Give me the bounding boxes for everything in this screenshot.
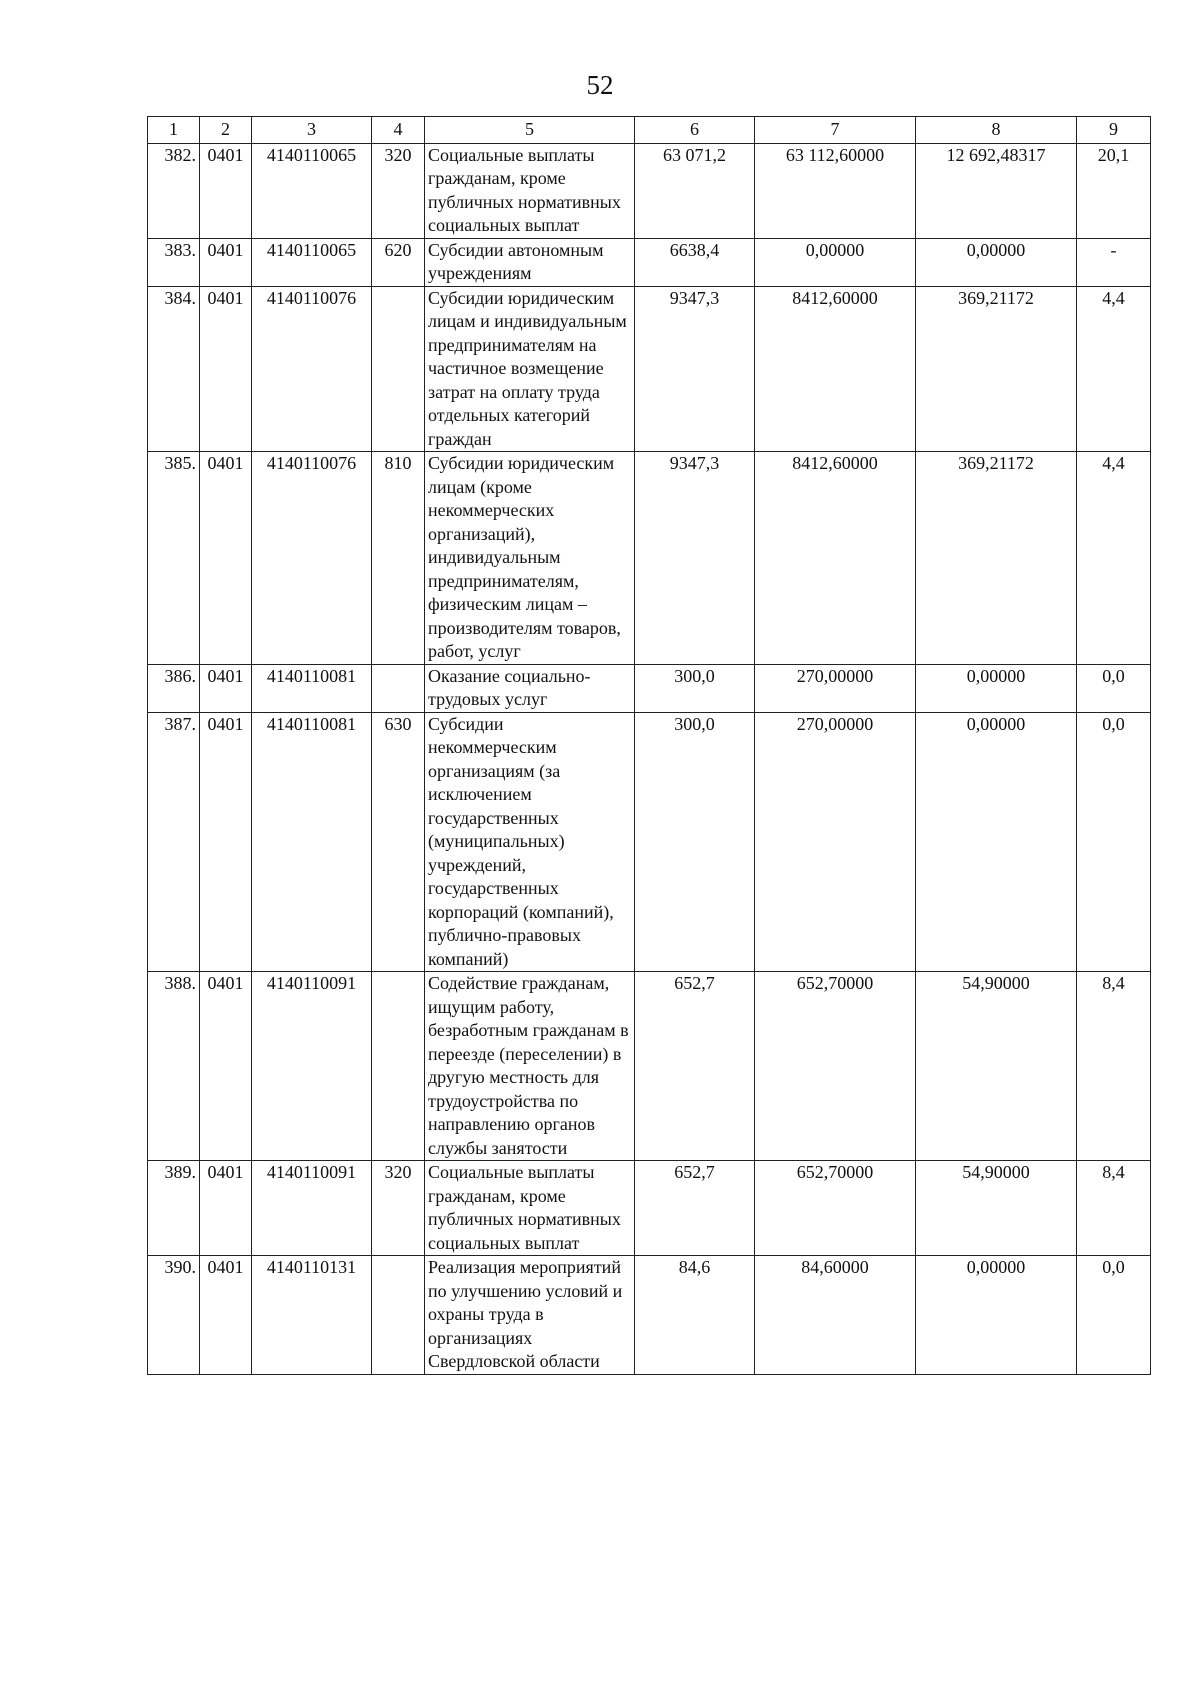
value-col-9: 4,4 — [1077, 452, 1151, 665]
item-name: Реализация мероприятий по улучшению условий и охраны труда в организациях Свердловской области — [425, 1256, 635, 1375]
column-header: 5 — [425, 117, 635, 144]
value-col-7: 8412,60000 — [755, 286, 916, 452]
target-code: 4140110091 — [252, 972, 372, 1161]
expense-type-code — [372, 664, 425, 712]
expense-type-code: 630 — [372, 712, 425, 972]
section-code: 0401 — [200, 1256, 252, 1375]
value-col-6: 9347,3 — [635, 286, 755, 452]
value-col-7: 270,00000 — [755, 664, 916, 712]
value-col-8: 0,00000 — [916, 1256, 1077, 1375]
target-code: 4140110065 — [252, 238, 372, 286]
value-col-9: 0,0 — [1077, 664, 1151, 712]
item-name: Субсидии некоммерческим организациям (за исключением государственных (муниципальных) учреждений, государственных корпораций (компаний), публично-правовых компаний) — [425, 712, 635, 972]
table-row — [148, 1161, 1151, 1256]
value-col-8: 369,21172 — [916, 452, 1077, 665]
value-col-8: 0,00000 — [916, 712, 1077, 972]
value-col-6: 300,0 — [635, 712, 755, 972]
expense-type-code — [372, 286, 425, 452]
budget-table — [147, 116, 1151, 1375]
value-col-9: 0,0 — [1077, 1256, 1151, 1375]
target-code: 4140110076 — [252, 286, 372, 452]
value-col-7: 63 112,60000 — [755, 143, 916, 238]
section-code: 0401 — [200, 972, 252, 1161]
target-code: 4140110076 — [252, 452, 372, 665]
column-header: 7 — [755, 117, 916, 144]
value-col-7: 652,70000 — [755, 1161, 916, 1256]
expense-type-code: 320 — [372, 143, 425, 238]
value-col-6: 300,0 — [635, 664, 755, 712]
expense-type-code: 620 — [372, 238, 425, 286]
row-number: 383. — [148, 238, 200, 286]
value-col-8: 54,90000 — [916, 972, 1077, 1161]
expense-type-code — [372, 1256, 425, 1375]
section-code: 0401 — [200, 712, 252, 972]
row-number: 386. — [148, 664, 200, 712]
value-col-6: 84,6 — [635, 1256, 755, 1375]
row-number: 390. — [148, 1256, 200, 1375]
row-number: 389. — [148, 1161, 200, 1256]
value-col-7: 652,70000 — [755, 972, 916, 1161]
table-row — [148, 972, 1151, 1161]
target-code: 4140110091 — [252, 1161, 372, 1256]
value-col-8: 0,00000 — [916, 238, 1077, 286]
value-col-6: 9347,3 — [635, 452, 755, 665]
section-code: 0401 — [200, 143, 252, 238]
item-name: Социальные выплаты гражданам, кроме публичных нормативных социальных выплат — [425, 1161, 635, 1256]
section-code: 0401 — [200, 1161, 252, 1256]
item-name: Субсидии юридическим лицам (кроме некоммерческих организаций), индивидуальным предпринимателям, физическим лицам – производителям товаров, работ, услуг — [425, 452, 635, 665]
value-col-9: - — [1077, 238, 1151, 286]
value-col-9: 4,4 — [1077, 286, 1151, 452]
value-col-9: 8,4 — [1077, 1161, 1151, 1256]
target-code: 4140110081 — [252, 664, 372, 712]
item-name: Содействие гражданам, ищущим работу, безработным гражданам в переезде (переселении) в другую местность для трудоустройства по направлению органов службы занятости — [425, 972, 635, 1161]
row-number: 388. — [148, 972, 200, 1161]
value-col-7: 270,00000 — [755, 712, 916, 972]
column-header: 9 — [1077, 117, 1151, 144]
column-header: 8 — [916, 117, 1077, 144]
item-name: Социальные выплаты гражданам, кроме публичных нормативных социальных выплат — [425, 143, 635, 238]
value-col-9: 20,1 — [1077, 143, 1151, 238]
value-col-6: 63 071,2 — [635, 143, 755, 238]
page-number: 52 — [586, 70, 614, 100]
value-col-6: 6638,4 — [635, 238, 755, 286]
table-row — [148, 238, 1151, 286]
value-col-7: 0,00000 — [755, 238, 916, 286]
expense-type-code — [372, 972, 425, 1161]
table-row — [148, 452, 1151, 665]
item-name: Оказание социально-трудовых услуг — [425, 664, 635, 712]
column-header: 2 — [200, 117, 252, 144]
item-name: Субсидии юридическим лицам и индивидуальным предпринимателям на частичное возмещение затрат на оплату труда отдельных категорий граждан — [425, 286, 635, 452]
table-row — [148, 1256, 1151, 1375]
value-col-8: 54,90000 — [916, 1161, 1077, 1256]
table-row — [148, 286, 1151, 452]
section-code: 0401 — [200, 238, 252, 286]
value-col-9: 8,4 — [1077, 972, 1151, 1161]
column-header: 3 — [252, 117, 372, 144]
value-col-7: 8412,60000 — [755, 452, 916, 665]
value-col-8: 0,00000 — [916, 664, 1077, 712]
section-code: 0401 — [200, 664, 252, 712]
table-row — [148, 664, 1151, 712]
target-code: 4140110065 — [252, 143, 372, 238]
table-row — [148, 143, 1151, 238]
column-header: 1 — [148, 117, 200, 144]
column-header: 4 — [372, 117, 425, 144]
target-code: 4140110131 — [252, 1256, 372, 1375]
value-col-9: 0,0 — [1077, 712, 1151, 972]
section-code: 0401 — [200, 286, 252, 452]
value-col-8: 369,21172 — [916, 286, 1077, 452]
row-number: 382. — [148, 143, 200, 238]
row-number: 385. — [148, 452, 200, 665]
table-row — [148, 712, 1151, 972]
value-col-6: 652,7 — [635, 972, 755, 1161]
value-col-8: 12 692,48317 — [916, 143, 1077, 238]
expense-type-code: 810 — [372, 452, 425, 665]
value-col-6: 652,7 — [635, 1161, 755, 1256]
item-name: Субсидии автономным учреждениям — [425, 238, 635, 286]
header-row — [148, 117, 1151, 144]
target-code: 4140110081 — [252, 712, 372, 972]
value-col-7: 84,60000 — [755, 1256, 916, 1375]
column-header: 6 — [635, 117, 755, 144]
row-number: 387. — [148, 712, 200, 972]
expense-type-code: 320 — [372, 1161, 425, 1256]
row-number: 384. — [148, 286, 200, 452]
section-code: 0401 — [200, 452, 252, 665]
